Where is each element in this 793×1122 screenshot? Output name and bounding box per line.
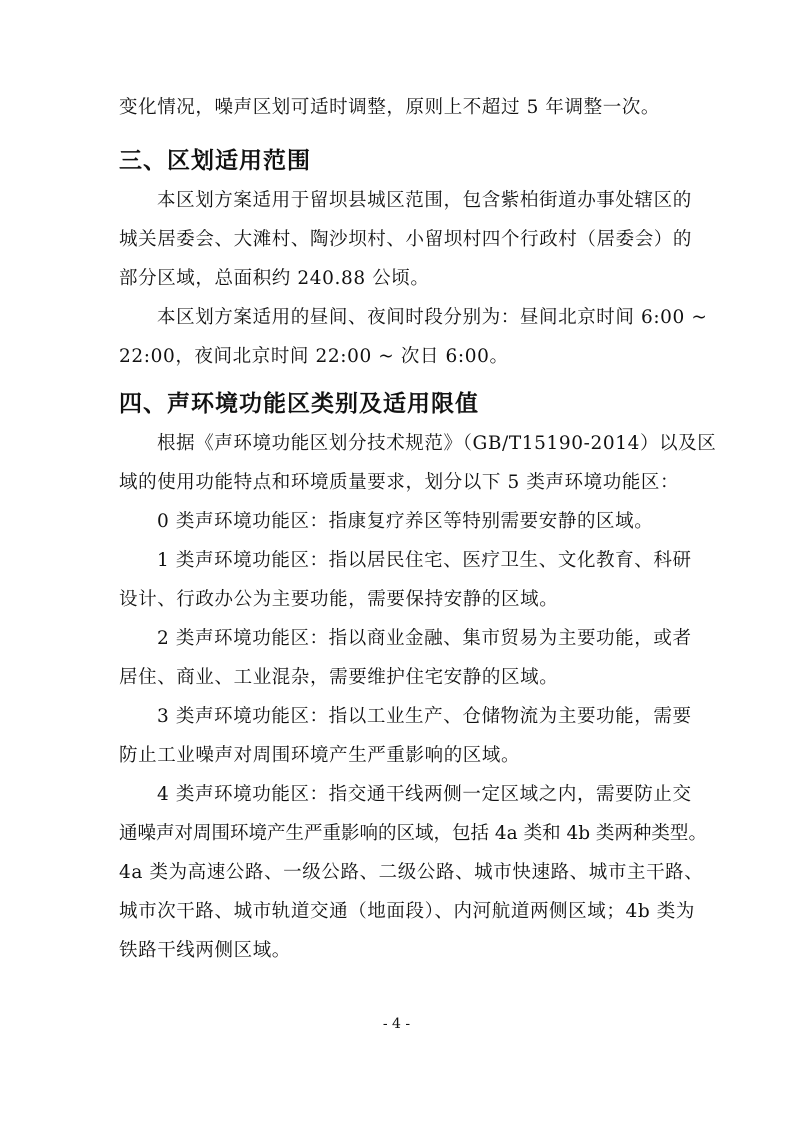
paragraph-class-3-line-2: 防止工业噪声对周围环境产生严重影响的区域。	[119, 745, 521, 766]
paragraph-class-4-line-4: 城市次干路、城市轨道交通（地面段）、内河航道两侧区域；4b 类为	[119, 901, 695, 922]
paragraph-class-4-line-5: 铁路干线两侧区域。	[119, 940, 291, 961]
paragraph-class-0: 0 类声环境功能区：指康复疗养区等特别需要安静的区域。	[157, 511, 654, 532]
paragraph-class-1-line-2: 设计、行政办公为主要功能，需要保持安静的区域。	[119, 589, 559, 610]
paragraph-class-4-line-3: 4a 类为高速公路、一级公路、二级公路、城市快速路、城市主干路、	[119, 862, 704, 883]
section-heading-3: 三、区划适用范围	[119, 148, 311, 174]
paragraph-time-line-1: 本区划方案适用的昼间、夜间时段分别为：昼间北京时间 6:00 ~	[157, 307, 708, 328]
paragraph-class-2-line-1: 2 类声环境功能区：指以商业金融、集市贸易为主要功能，或者	[157, 628, 692, 649]
paragraph-class-4-line-2: 通噪声对周围环境产生严重影响的区域，包括 4a 类和 4b 类两种类型。	[119, 823, 707, 844]
section-heading-4: 四、声环境功能区类别及适用限值	[119, 391, 479, 417]
paragraph-class-1-line-1: 1 类声环境功能区：指以居民住宅、医疗卫生、文化教育、科研	[157, 550, 692, 571]
paragraph-class-2-line-2: 居住、商业、工业混杂，需要维护住宅安静的区域。	[119, 667, 559, 688]
paragraph-continuation: 变化情况，噪声区划可适时调整，原则上不超过 5 年调整一次。	[119, 97, 661, 118]
paragraph-scope-line-3: 部分区域，总面积约 240.88 公顷。	[119, 268, 430, 289]
paragraph-basis-line-1: 根据《声环境功能区划分技术规范》（GB/T15190-2014）以及区	[157, 433, 717, 454]
paragraph-scope-line-1: 本区划方案适用于留坝县城区范围，包含紫柏街道办事处辖区的	[157, 190, 692, 211]
page-number: - 4 -	[382, 1016, 411, 1032]
paragraph-class-4-line-1: 4 类声环境功能区：指交通干线两侧一定区域之内，需要防止交	[157, 784, 692, 805]
paragraph-basis-line-2: 域的使用功能特点和环境质量要求，划分以下 5 类声环境功能区：	[119, 472, 680, 493]
paragraph-class-3-line-1: 3 类声环境功能区：指以工业生产、仓储物流为主要功能，需要	[157, 706, 692, 727]
paragraph-time-line-2: 22:00，夜间北京时间 22:00 ~ 次日 6:00。	[119, 346, 509, 367]
paragraph-scope-line-2: 城关居委会、大滩村、陶沙坝村、小留坝村四个行政村（居委会）的	[119, 229, 693, 250]
